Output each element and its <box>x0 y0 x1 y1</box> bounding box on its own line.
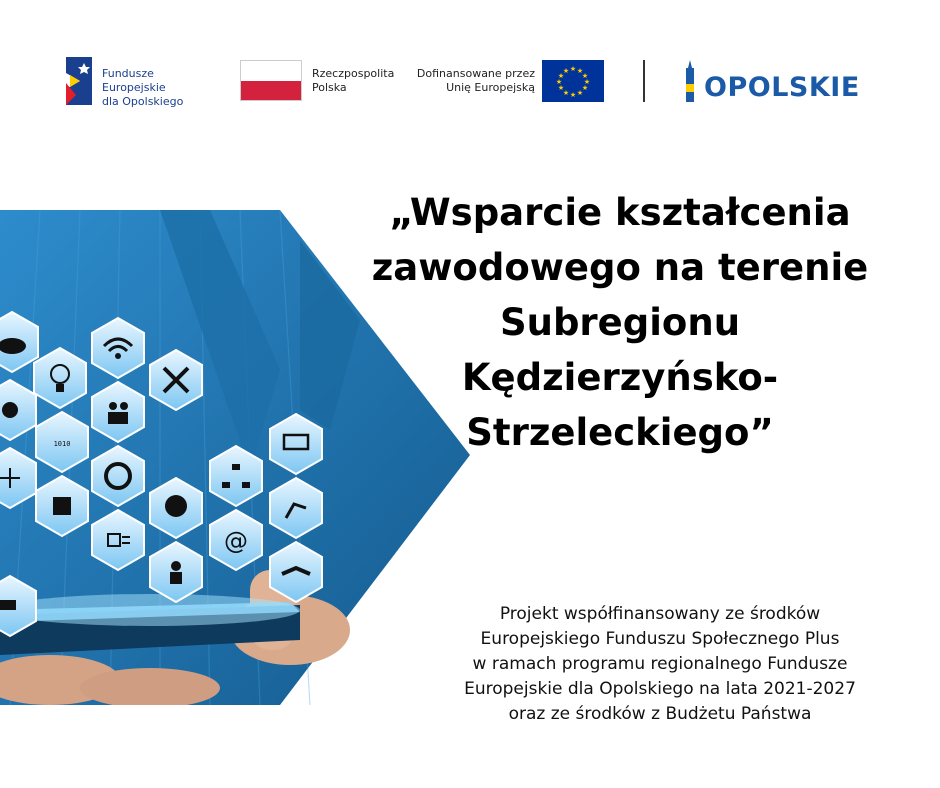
svg-text:★: ★ <box>581 72 589 80</box>
svg-text:★: ★ <box>576 89 584 97</box>
fe-line1: Fundusze Europejskie <box>102 67 166 94</box>
svg-text:★: ★ <box>581 84 589 92</box>
svg-text:★: ★ <box>576 67 584 75</box>
svg-text:1010: 1010 <box>53 440 71 448</box>
eu-logo <box>415 60 610 105</box>
svg-text:★: ★ <box>557 72 565 80</box>
funding-line5: oraz ze środków z Budżetu Państwa <box>508 704 812 724</box>
svg-text:★: ★ <box>569 65 577 73</box>
fe-star-icon <box>62 55 96 107</box>
title-line2: zawodowego na terenie <box>371 246 869 289</box>
title-line5: Strzeleckiego” <box>466 411 774 454</box>
rp-line2: Polska <box>312 81 347 94</box>
title-line1: „Wsparcie kształcenia <box>389 191 851 234</box>
fe-line2: dla Opolskiego <box>102 95 184 108</box>
svg-text:★: ★ <box>562 89 570 97</box>
svg-text:★: ★ <box>555 78 563 86</box>
page-title <box>360 185 880 460</box>
title-line3: Subregionu <box>499 301 741 344</box>
eu-line2: Unię Europejską <box>446 81 535 94</box>
fundusze-europejskie-logo <box>62 55 212 110</box>
funding-line2: Europejskiego Funduszu Społecznego Plus <box>480 629 840 649</box>
svg-text:★: ★ <box>562 67 570 75</box>
svg-text:★: ★ <box>583 78 591 86</box>
eu-line1: Dofinansowane przez <box>416 67 535 80</box>
svg-text:★: ★ <box>557 84 565 92</box>
rp-line1: Rzeczpospolita <box>312 67 395 80</box>
opolskie-logo <box>682 60 882 104</box>
eu-flag-icon <box>542 60 604 102</box>
tower-icon <box>682 60 698 102</box>
logo-divider <box>643 60 645 102</box>
opolskie-text: OPOLSKIE <box>704 72 860 103</box>
polish-flag-icon <box>240 60 302 101</box>
title-line4: Kędzierzyńsko- <box>461 356 779 399</box>
funding-line3: w ramach programu regionalnego Fundusze <box>472 654 848 674</box>
svg-text:@: @ <box>224 527 248 555</box>
funding-note <box>420 602 900 727</box>
rzeczpospolita-logo <box>240 60 400 105</box>
funding-line1: Projekt współfinansowany ze środków <box>499 604 821 624</box>
funding-line4: Europejskie dla Opolskiego na lata 2021-2027 <box>464 679 856 699</box>
svg-text:★: ★ <box>569 91 577 99</box>
logo-bar <box>0 0 940 120</box>
